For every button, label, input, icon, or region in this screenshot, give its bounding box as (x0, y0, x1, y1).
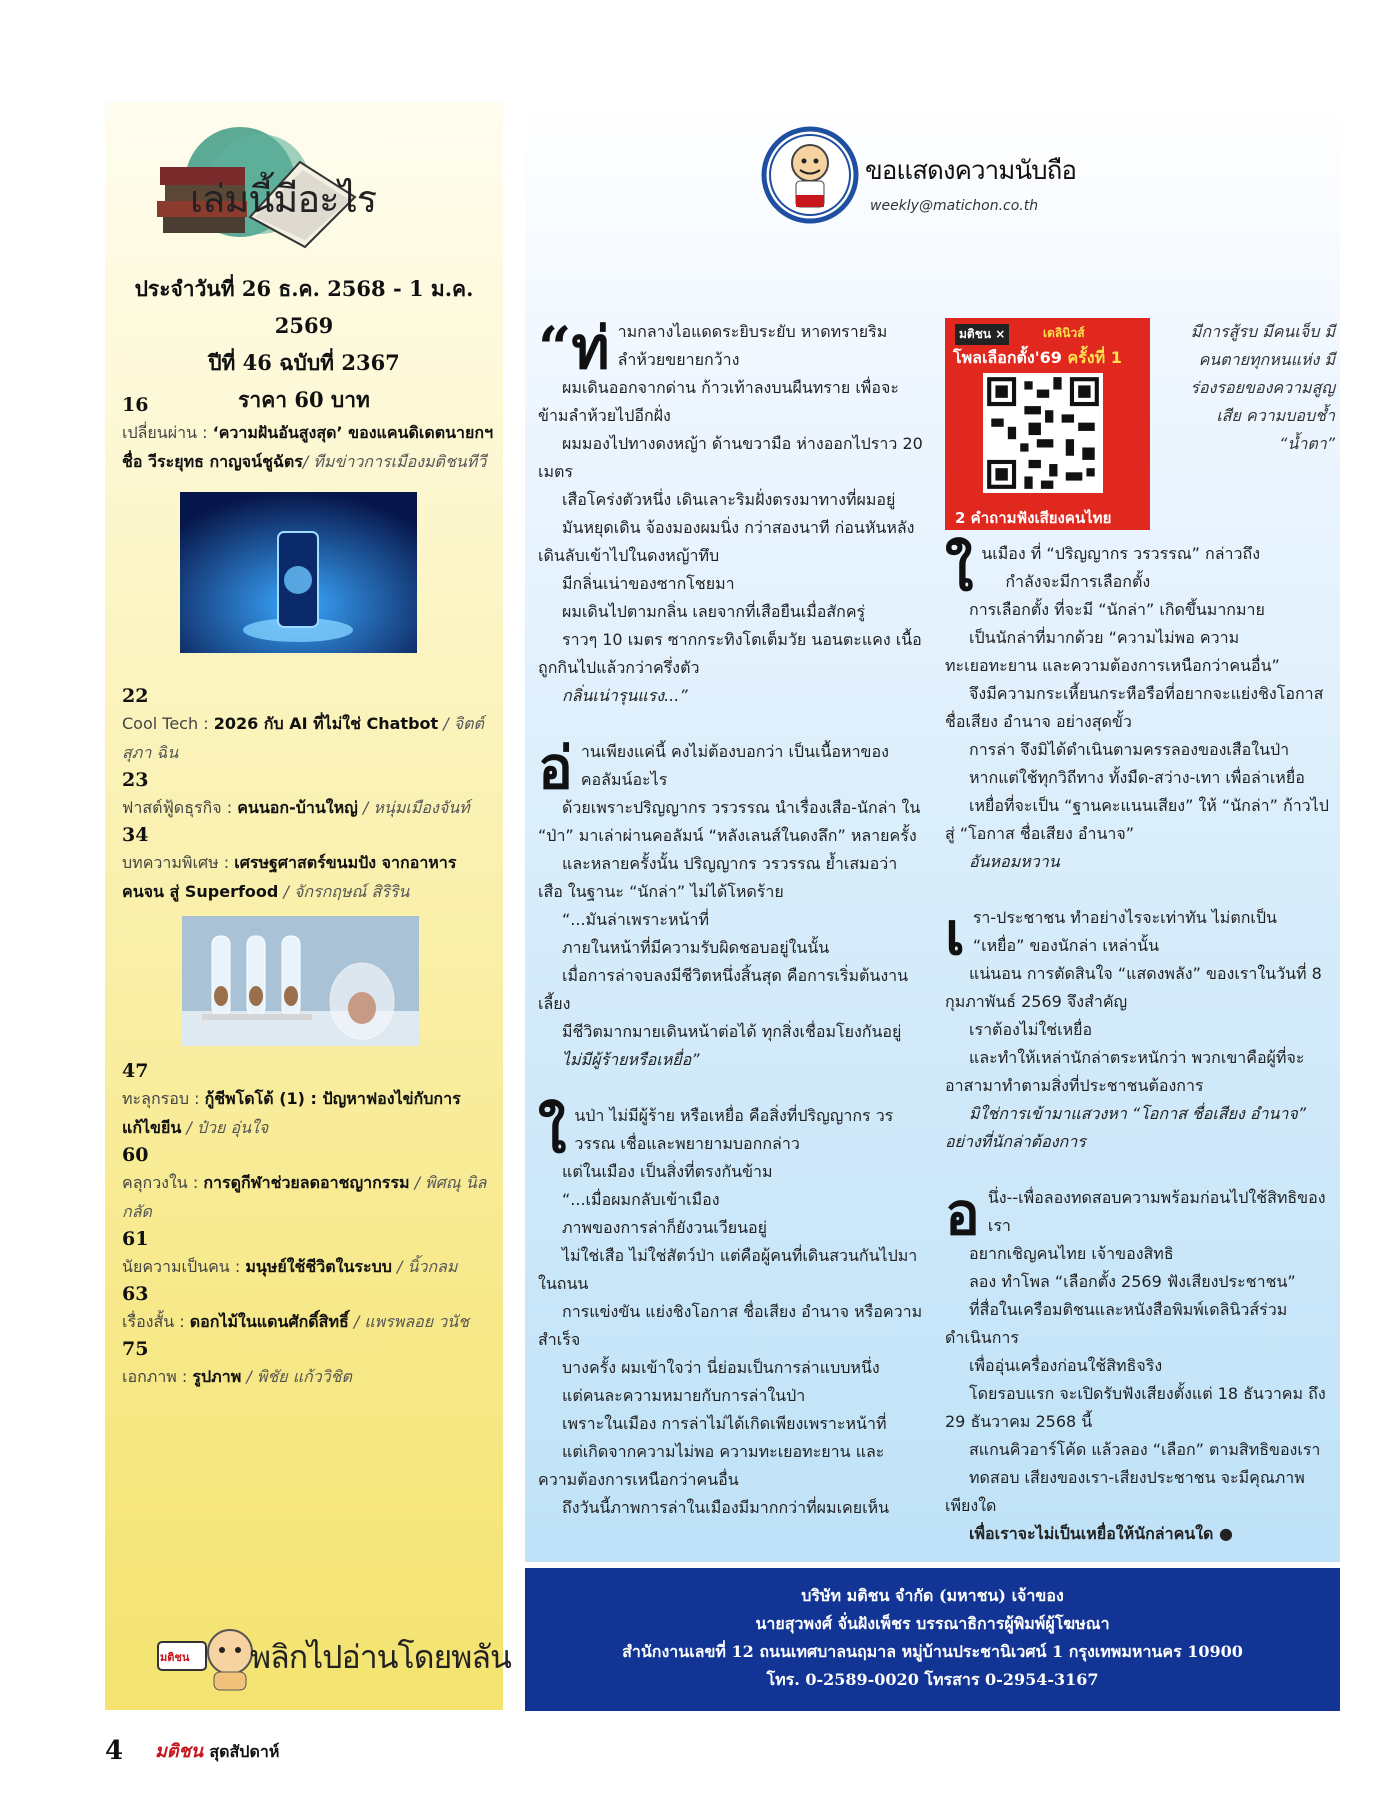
letter-paragraph (945, 1240, 1330, 1268)
letter-paragraph (945, 1464, 1330, 1520)
letter-text: เพื่ออุ่นเครื่องก่อนใช้สิทธิจริง (969, 1356, 1163, 1375)
letter-text: แต่ในเมือง เป็นสิ่งที่ตรงกันข้าม (562, 1162, 773, 1181)
letter-text: เมื่อการล่าจบลงมีชีวิตหนึ่งสิ้นสุด คือการเริ่มต้นงานเลี้ยง (538, 966, 909, 1013)
letter-text: ถึงวันนี้ภาพการล่าในเมืองมีมากกว่าที่ผมเคยเห็น (562, 1498, 890, 1517)
letter-text: เสือโคร่งตัวหนึ่ง เดินเลาะริมฝั่งตรงมาทางที่ผมอยู่ (562, 490, 896, 509)
toc-section: คลุกวงใน : (122, 1173, 199, 1192)
poll-title-prefix: โพลเลือกตั้ง'69 (953, 348, 1062, 367)
letter-paragraph (945, 1296, 1330, 1352)
toc-section: Cool Tech : (122, 714, 209, 733)
issue-price: ราคา 60 บาท (238, 387, 370, 412)
toc-entry-text (122, 793, 494, 822)
letter-text: “...เมื่อผมกลับเข้าเมือง (562, 1190, 720, 1209)
toc-entry-title: ดอกไม้ในแดนศักดิ์สิทธิ์ (189, 1312, 349, 1331)
letter-text: แน่นอน การตัดสินใจ “แสดงพลัง” ของเราในวันที่ 8 กุมภาพันธ์ 2569 จึงสำคัญ (945, 964, 1322, 1011)
letter-text: นป่า ไม่มีผู้ร้าย หรือเหยื่อ คือสิ่งที่ปริญญากร วรวรรณ เชื่อและพยายามบอกกล่าว (574, 1106, 894, 1153)
drop-cap: อ (945, 1180, 980, 1248)
letter-paragraph (538, 486, 923, 514)
letter-paragraph (538, 1186, 923, 1214)
letter-text: อยากเชิญคนไทย เจ้าของสิทธิ (969, 1244, 1174, 1263)
toc-title: เล่มนี้มีอะไร (190, 177, 377, 221)
toc-section: เอกภาพ : (122, 1367, 188, 1386)
letter-paragraph (538, 1046, 923, 1074)
letter-paragraph (945, 1380, 1330, 1436)
lab-test-tubes-image (182, 916, 419, 1046)
toc-entry-title: ‘ความฝันอันสูงสุด’ ของแคนดิเดตนายกฯ ชื่อ วีระยุทธ กาญจน์ชูฉัตร (122, 423, 494, 471)
letter-text: มิใช่การเข้ามาแสวงหา “โอกาส ชื่อเสียง อำนาจ” อย่างที่นักล่าต้องการ (945, 1104, 1307, 1151)
toc-section: บทความพิเศษ : (122, 853, 230, 872)
magazine-logo-main: มติชน (155, 1741, 204, 1762)
publisher-credits (525, 1568, 1340, 1711)
letter-text: เพราะในเมือง การล่าไม่ได้เกิดเพียงเพราะหน้าที่ (562, 1414, 887, 1433)
letter-text: ภายในหน้าที่มีความรับผิดชอบอยู่ในนั้น (562, 938, 830, 957)
letter-paragraph (538, 374, 923, 430)
letter-text: ไม่มีผู้ร้ายหรือเหยื่อ” (562, 1050, 700, 1069)
credits-phone: โทร. 0-2589-0020 โทรสาร 0-2954-3167 (766, 1670, 1099, 1689)
letter-paragraph (538, 598, 923, 626)
drop-cap: ใ (945, 536, 974, 604)
letter-paragraph (945, 1436, 1330, 1464)
drop-cap: เ (945, 900, 965, 968)
letter-paragraph (538, 570, 923, 598)
letter-paragraph (945, 736, 1330, 764)
letter-text: ราวๆ 10 เมตร ซากกระทิงโตเต็มวัย นอนตะแคง เนื้อถูกกินไปแล้วกว่าครึ่งตัว (538, 630, 922, 677)
toc-page-number: 23 (122, 769, 149, 791)
letter-paragraph (538, 1494, 923, 1522)
letter-paragraph (945, 1044, 1330, 1100)
letter-paragraph (538, 934, 923, 962)
drop-cap: ใ (538, 1098, 567, 1166)
toc-item[interactable] (122, 683, 494, 767)
letter-paragraph (538, 734, 923, 802)
toc-author: / พิศณุ นิลกลัด (122, 1173, 487, 1221)
toc-page-number: 22 (122, 685, 149, 707)
letter-text: โดยรอบแรก จะเปิดรับฟังเสียงตั้งแต่ 18 ธันวาคม ถึง 29 ธันวาคม 2568 นี้ (945, 1384, 1326, 1431)
drop-cap: “ท่ (538, 314, 610, 382)
letter-paragraph (538, 430, 923, 486)
letter-text: อันหอมหวาน (969, 852, 1060, 871)
letter-text: ผมเดินไปตามกลิ่น เลยจากที่เสือยืนเมื่อสักครู่ (562, 602, 866, 621)
letter-text: มีกลิ่นเน่าของซากโชยมา (562, 574, 735, 593)
toc-author: / หนุ่มเมืองจันท์ (362, 798, 470, 817)
letter-text: ไม่ใช่เสือ ไม่ใช่สัตว์ป่า แต่คือผู้คนที่เดินสวนกันไปมาในถนน (538, 1246, 918, 1293)
poll-title-suffix: ครั้งที่ 1 (1067, 348, 1122, 367)
toc-item[interactable] (122, 1226, 494, 1281)
letter-paragraph (945, 680, 1330, 736)
toc-entry-text (122, 848, 494, 906)
toc-item[interactable] (122, 1142, 494, 1226)
toc-section: ทะลุกรอบ : (122, 1089, 200, 1108)
toc-entry-text (122, 1307, 494, 1336)
letter-column-a (538, 314, 923, 1522)
poll-title (953, 346, 1122, 371)
letter-paragraph (945, 900, 1330, 968)
toc-page-number: 63 (122, 1283, 149, 1305)
letter-text: ด้วยเพราะปริญญากร วรวรรณ นำเรื่องเสือ-นักล่า ใน “ป่า” มาเล่าผ่านคอลัมน์ “หลังเลนส์ในดงลึก” หลายครั้ง (538, 798, 921, 845)
toc-entry-text (122, 418, 494, 476)
letter-paragraph (538, 626, 923, 682)
letter-text: านเพียงแค่นี้ คงไม่ต้องบอกว่า เป็นเนื้อหาของคอลัมน์อะไร (580, 742, 889, 789)
letter-text: การเลือกตั้ง ที่จะมี “นักล่า” เกิดขึ้นมากมาย (969, 600, 1265, 619)
toc-page-number: 60 (122, 1144, 149, 1166)
letter-text: การแข่งขัน แย่งชิงโอกาส ชื่อเสียง อำนาจ หรือความสำเร็จ (538, 1302, 923, 1349)
letter-text: เป็นนักล่าที่มากด้วย “ความไม่พอ ความทะเยอทะยาน และความต้องการเหนือกว่าคนอื่น” (945, 628, 1280, 675)
letter-paragraph (538, 962, 923, 1018)
letter-paragraph (538, 1214, 923, 1242)
toc-section: นัยความเป็นคน : (122, 1257, 241, 1276)
page-number: 4 (105, 1736, 124, 1766)
letter-text: เพื่อเราจะไม่เป็นเหยื่อให้นักล่าคนใด ● (969, 1524, 1233, 1543)
toc-author: / ทีมข่าวการเมืองมติชนทีวี (302, 452, 487, 471)
letter-paragraph (538, 794, 923, 850)
credits-owner: บริษัท มติชน จำกัด (มหาชน) เจ้าของ (801, 1586, 1064, 1605)
letter-paragraph (538, 1438, 923, 1494)
letter-text: รา-ประชาชน ทำอย่างไรจะเท่าทัน ไม่ตกเป็น “เหยื่อ” ของนักล่า เหล่านั้น (972, 908, 1277, 955)
letter-text: แต่คนละความหมายกับการล่าในป่า (562, 1386, 806, 1405)
toc-item[interactable] (122, 767, 494, 822)
letter-text: กำลังจะมีการเลือกตั้ง (1005, 572, 1151, 591)
magazine-logo-suffix: สุดสัปดาห์ (209, 1742, 280, 1761)
letter-paragraph (945, 1520, 1330, 1548)
letter-paragraph (945, 596, 1330, 624)
toc-item[interactable] (122, 1058, 494, 1142)
letter-text: นเมือง ที่ “ปริญญากร วรวรรณ” กล่าวถึง (981, 544, 1261, 563)
credits-address: สำนักงานเลขที่ 12 ถนนเทศบาลนฤมาล หมู่บ้านประชานิเวศน์ 1 กรุงเทพมหานคร 10900 (622, 1642, 1243, 1661)
toc-entry-title: รูปภาพ (192, 1367, 242, 1386)
toc-entry-title: กู้ชีพโดโด้ (1) : ปัญหาฟองไข่กับการแก้ไขยีน (122, 1089, 461, 1137)
toc-page-number: 47 (122, 1060, 149, 1082)
letter-paragraph (945, 1268, 1330, 1296)
toc-author: / ป๋วย อุ่นใจ (186, 1118, 269, 1137)
letter-paragraph (538, 1298, 923, 1354)
issue-date: ประจำวันที่ 26 ธ.ค. 2568 - 1 ม.ค. 2569 (134, 276, 474, 338)
letter-text: และหลายครั้งนั้น ปริญญากร วรวรรณ ย้ำเสมอว่า เสือ ในฐานะ “นักล่า” ไม่ได้โหดร้าย (538, 854, 898, 901)
toc-page-number: 75 (122, 1338, 149, 1360)
letter-paragraph (538, 682, 923, 710)
letter-text: เหยื่อที่จะเป็น “ฐานคะแนนเสียง” ให้ “นักล่า” ก้าวไปสู่ “โอกาส ชื่อเสียง อำนาจ” (945, 796, 1329, 843)
letter-text: ามกลางไอแดดระยิบระยับ หาดทรายริมลำห้วยขยายกว้าง (617, 322, 888, 369)
toc-entry-title: เศรษฐศาสตร์ขนมปัง จากอาหารคนจน สู่ Superfood (122, 853, 457, 901)
toc-page-number: 16 (122, 394, 149, 416)
letter-paragraph (945, 1352, 1330, 1380)
letter-paragraph (538, 1098, 923, 1166)
toc-author: / จิตต์สุภา ฉิน (122, 714, 484, 762)
letter-text: ทดสอบ เสียงของเรา-เสียงประชาชน จะมีคุณภาพเพียงใด (945, 1468, 1305, 1515)
letter-paragraph (945, 764, 1330, 792)
election-poll-ad[interactable] (945, 318, 1150, 530)
poll-brand-partner: เดลินิวส์ (1043, 326, 1085, 340)
letter-paragraph (538, 1242, 923, 1298)
issue-number: ปีที่ 46 ฉบับที่ 2367 (208, 350, 400, 375)
letter-text: นึ่ง--เพื่อลองทดสอบความพร้อมก่อนไปใช้สิทธิของเรา (987, 1188, 1326, 1235)
letter-paragraph (538, 314, 923, 382)
drop-cap: อ่ (538, 734, 573, 802)
letter-paragraph (538, 850, 923, 906)
letter-paragraph (538, 514, 923, 570)
letter-paragraph (538, 1354, 923, 1382)
smartphone-hologram-image (180, 492, 417, 653)
letter-text: และทำให้เหล่านักล่าตระหนักว่า พวกเขาคือผู้ที่จะอาสามาทำตามสิ่งที่ประชาชนต้องการ (945, 1048, 1305, 1095)
letter-paragraph (945, 960, 1330, 1016)
letter-column-b (945, 536, 1330, 1548)
flip-reverse-label: พลิกไปอ่านโดยพลัน (250, 1638, 511, 1676)
qr-code-icon[interactable] (983, 373, 1103, 493)
letter-paragraph (538, 1410, 923, 1438)
letter-paragraph (945, 1100, 1330, 1156)
toc-author: / พิชัย แก้ววิชิต (246, 1367, 352, 1386)
letter-paragraph (538, 906, 923, 934)
toc-author: / จักรกฤษณ์ สิริริน (283, 882, 410, 901)
toc-entry-text (122, 709, 494, 767)
toc-entry-title: 2026 กับ AI ที่ไม่ใช่ Chatbot (213, 714, 439, 733)
letter-text: บางครั้ง ผมเข้าใจว่า นี่ย่อมเป็นการล่าแบบหนึ่ง (562, 1358, 880, 1377)
letter-paragraph (538, 1018, 923, 1046)
letter-text: กลิ่นเน่ารุนแรง...” (562, 686, 688, 705)
letter-text: ลอง ทำโพล “เลือกตั้ง 2569 ฟังเสียงประชาชน” (969, 1272, 1296, 1291)
letter-text: มีชีวิตมากมายเดินหน้าต่อได้ ทุกสิ่งเชื่อมโยงกันอยู่ (562, 1022, 902, 1041)
letter-text: การล่า จึงมิได้ดำเนินตามครรลองของเสือในป่า (969, 740, 1290, 759)
letter-text: เราต้องไม่ใช่เหยื่อ (969, 1020, 1093, 1039)
toc-item[interactable] (122, 1336, 494, 1391)
toc-entry-text (122, 1168, 494, 1226)
mascot-icon (760, 125, 860, 225)
letter-text: สแกนคิวอาร์โค้ด แล้วลอง “เลือก” ตามสิทธิของเรา (969, 1440, 1321, 1459)
toc-entry-title: คนนอก-บ้านใหญ่ (237, 798, 358, 817)
letter-text: ที่สื่อในเครือมติชนและหนังสือพิมพ์เดลินิวส์ร่วมดำเนินการ (945, 1300, 1288, 1347)
credits-editor: นายสุวพงศ์ จั่นฝังเพ็ชร บรรณาธิการผู้พิมพ์ผู้โฆษณา (755, 1614, 1110, 1633)
toc-section: ฟาสต์ฟู้ดธุรกิจ : (122, 798, 233, 817)
letter-text: ผมเดินออกจากด่าน ก้าวเท้าลงบนผืนทราย เพื่อจะข้ามลำห้วยไปอีกฝั่ง (538, 378, 899, 425)
letter-paragraph (945, 1180, 1330, 1248)
letters-email-link[interactable]: weekly@matichon.co.th (870, 198, 1039, 214)
letter-text: จึงมีความกระเหี้ยนกระหือรือที่อยากจะแย่งชิงโอกาส ชื่อเสียง อำนาจ อย่างสุดขั้ว (945, 684, 1324, 731)
letter-text: “...มันล่าเพราะหน้าที่ (562, 910, 710, 929)
letter-text: ภาพของการล่าก็ยังวนเวียนอยู่ (562, 1218, 768, 1237)
toc-entry-text (122, 1252, 494, 1281)
letter-text: หากแต่ใช้ทุกวิถีทาง ทั้งมืด-สว่าง-เทา เพื่อล่าเหยื่อ (969, 768, 1305, 787)
letter-paragraph (945, 792, 1330, 848)
letters-title: ขอแสดงความนับถือ (865, 156, 1076, 186)
toc-section: เปลี่ยนผ่าน : (122, 423, 208, 442)
toc-item[interactable] (122, 1281, 494, 1336)
toc-page-number: 61 (122, 1228, 149, 1250)
toc-author: / นิ้วกลม (396, 1257, 458, 1276)
toc-page-number: 34 (122, 824, 149, 846)
letter-paragraph (945, 1016, 1330, 1044)
toc-section: เรื่องสั้น : (122, 1312, 185, 1331)
letter-paragraph (538, 1158, 923, 1186)
toc-list (122, 392, 494, 1391)
toc-entry-text (122, 1362, 494, 1391)
letter-text: ผมมองไปทางดงหญ้า ด้านขวามือ ห่างออกไปราว 20 เมตร (538, 434, 923, 481)
letter-paragraph (945, 848, 1330, 876)
letter-text: มันหยุดเดิน จ้องมองผมนิ่ง กว่าสองนาที ก่อนหันหลังเดินลับเข้าไปในดงหญ้าทึบ (538, 518, 915, 565)
toc-entry-title: การดูกีฬาช่วยลดอาชญากรรม (203, 1173, 410, 1192)
letter-text: แต่เกิดจากความไม่พอ ความทะเยอทะยาน และความต้องการเหนือกว่าคนอื่น (538, 1442, 885, 1489)
toc-author: / แพรพลอย วนัช (353, 1312, 469, 1331)
toc-entry-title: มนุษย์ใช้ชีวิตในระบบ (245, 1257, 392, 1276)
toc-entry-text (122, 1084, 494, 1142)
magazine-logo (155, 1736, 279, 1765)
toc-item[interactable] (122, 822, 494, 1046)
letter-intro-italic: มีการสู้รบ มีคนเจ็บ มีคนตายทุกหนแห่ง มีร่องรอยของความสูญเสีย ความบอบช้ำ “น้ำตา” (1190, 322, 1335, 453)
poll-subtitle: 2 คำถามฟังเสียงคนไทย (955, 509, 1112, 527)
letter-paragraph (945, 624, 1330, 680)
toc-item[interactable] (122, 392, 494, 653)
letter-paragraph (945, 568, 1330, 596)
letter-paragraph (538, 1382, 923, 1410)
flip-logo: มติชน (160, 1651, 190, 1664)
poll-brand: มติชน × (955, 324, 1009, 345)
